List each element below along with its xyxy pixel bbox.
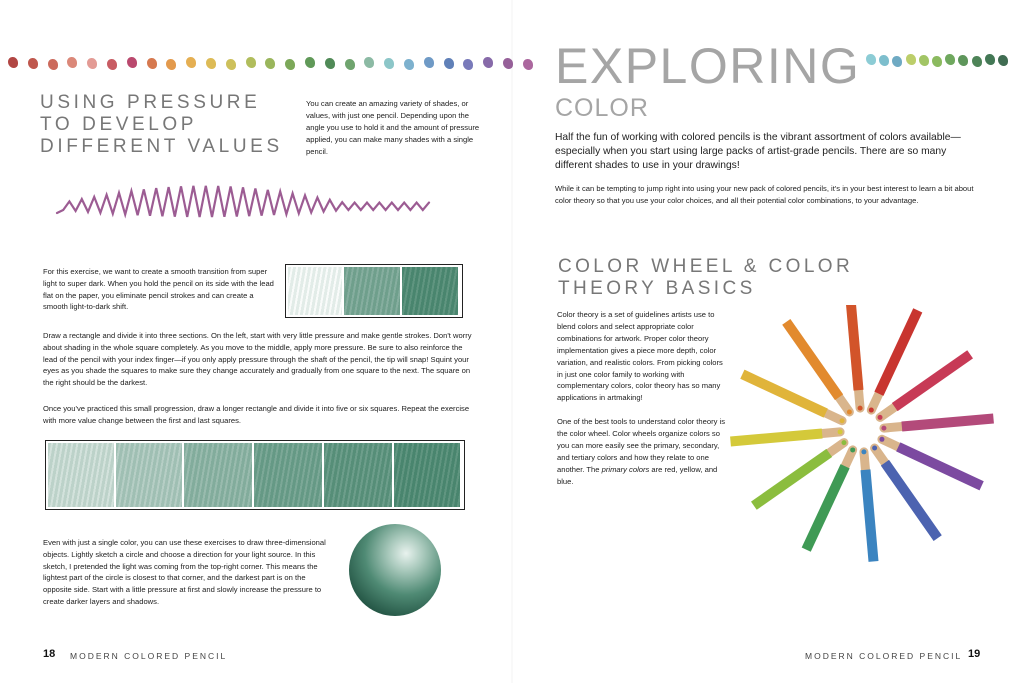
color-swatch [305,57,315,68]
longer-rectangle-paragraph: Once you've practiced this small progression, draw a longer rectangle and divide it into five or six squares. Repeat the exercise with more value change between the first and last squares. [43,404,470,425]
right-page-heading [558,256,888,300]
pencil-lead [838,429,843,434]
color-swatch [127,57,137,68]
pencil-tip [880,407,895,417]
pencil-lead [872,446,877,451]
color-swatch [345,59,355,70]
lead-paragraph: Half the fun of working with colored pencils is the vibrant assortment of colors available—especially when you start using large packs of artist-grade pencils. There are so many different shades to use in your drawings! [555,132,961,171]
color-swatch [424,57,434,68]
colored-pencil [786,322,839,397]
colored-pencil [902,418,994,426]
color-swatch [28,58,38,69]
color-swatch [972,56,982,67]
pencil-tip [864,452,866,470]
colored-pencil [885,463,938,538]
value-square-3 [184,443,252,507]
color-theory-text [557,309,727,488]
colored-pencil [754,453,829,506]
color-swatch [523,59,533,70]
value-square-6 [394,443,460,507]
value-square-medium [344,267,400,315]
left-intro-text: You can create an amazing variety of shades, or values, with just one pencil. Depending upon the angle you use to hold it and the amount of pressure applied, you can make many shades with a single pencil. [306,99,480,156]
pencil-color-wheel-illustration [722,305,1002,575]
left-running-title: MODERN COLORED PENCIL [70,651,228,661]
right-page-number: 19 [968,648,981,660]
rectangle-exercise-paragraph: Draw a rectangle and divide it into three sections. On the left, start with very little pressure and make gentle strokes. Don't worry about shading in the whole square completely. As you move to the middle, apply more pressure. Be sure to also reinforce the lead of the pencil with your index finger—if you only apply pressure through the shaft of the pencil, the tip will snap! Squint your eyes as you shade the squares to make sure they change accurately and gradually from one square to the next. The square on the right should be the darkest. [43,331,472,388]
color-swatch-strip-left [8,58,548,72]
page-subtitle: COLOR [555,94,649,122]
color-swatch [998,55,1008,66]
color-swatch [384,58,394,69]
left-page-heading [40,92,300,158]
value-square-2 [116,443,182,507]
color-swatch [958,55,968,66]
left-page-number: 18 [43,648,56,660]
page-title: EXPLORING [555,38,861,94]
value-square-light [288,267,342,315]
value-square-dark [402,267,458,315]
pencil-tip [845,450,853,466]
color-swatch-strip-right [866,55,1016,69]
pencil-lead [850,447,855,452]
left-heading-line-2: TO DEVELOP [40,114,198,135]
color-swatch [866,54,876,65]
colored-pencil [895,354,970,407]
color-swatch [463,59,473,70]
pencil-lead [879,437,884,442]
color-swatch [919,55,929,66]
page-gutter [511,0,513,683]
three-square-value-scale [285,264,463,318]
pencil-lead [841,440,846,445]
color-swatch [892,56,902,67]
color-swatch [906,54,916,65]
pencil-lead [881,426,886,431]
color-swatch [246,57,256,68]
shaded-sphere-illustration [345,520,445,620]
color-swatch [107,59,117,70]
three-dimensional-paragraph: Even with just a single color, you can use these exercises to draw three-dimensional objects. Lightly sketch a circle and choose a direction for your light source. In this sketch, I pretended the light was coming from the top-right corner. This means the lightest part of the circle is closest to that corner, and the darkest part is on the opposite side. Start with a little pressure at first and slowly increase the pressure to create darker layers and shadows. [43,538,326,606]
pencil-tip [826,413,842,421]
pencil-tip [882,439,898,447]
colored-pencil [850,305,858,390]
color-swatch [932,56,942,67]
color-theory-intro-paragraph: While it can be tempting to jump right into using your new pack of colored pencils, it's in your best interest to learn a bit about color theory so that you use your color choices, and all their potential color combinations, to your advantage. [555,184,974,205]
pencil-lead [869,408,874,413]
color-swatch [166,59,176,70]
colored-pencil [865,470,873,562]
colored-pencil [731,433,823,441]
color-swatch [186,57,196,68]
color-swatch [325,58,335,69]
color-swatch [8,57,18,68]
left-heading-line-3: DIFFERENT VALUES [40,136,283,157]
value-square-4 [254,443,322,507]
color-swatch [364,57,374,68]
pencil-lead [847,409,852,414]
pencil-lead [861,449,866,454]
color-swatch [67,57,77,68]
value-square-5 [324,443,392,507]
color-swatch [226,59,236,70]
color-wheel-text-start: One of the best tools to understand color theory is the color wheel. Color wheels organize colors so you can more easily see the primary, secondary, and tertiary colors and how they relate to one another. The [557,417,726,474]
color-swatch [285,59,295,70]
pressure-scribble-illustration [55,175,440,225]
color-swatch [87,58,97,69]
right-running-title: MODERN COLORED PENCIL [805,651,963,661]
pencil-tip [859,390,861,408]
primary-colors-emphasis: primary colors [601,464,650,474]
exercise-intro-paragraph: For this exercise, we want to create a smooth transition from super light to super dark. When you hold the pencil on its side with the lead flat on the paper, you eliminate pencil strokes and can create a smooth light-to-dark shift. [43,267,274,312]
left-heading-line-1: USING PRESSURE [40,92,261,113]
value-square-1 [48,443,114,507]
color-swatch [206,58,216,69]
color-swatch [404,59,414,70]
pencil-tip [822,432,840,434]
pencil-tip [829,443,844,453]
color-theory-paragraph-1: Color theory is a set of guidelines artists use to blend colors and select appropriate color combinations for artwork. Proper color theory implementation gives a piece more depth, color variation, and realistic colors. From picking colors in just one color family to working with complementary colors, color theory has so many applications in artmaking! [557,310,723,403]
pencil-tip [884,427,902,429]
pencil-tip [839,397,849,412]
pencil-lead [878,415,883,420]
color-wheel-paragraph [557,416,727,487]
color-swatch [483,57,493,68]
right-heading-line-2: THEORY BASICS [558,278,756,299]
color-swatch [879,55,889,66]
colored-pencil [879,310,918,393]
colored-pencil [806,466,845,549]
colored-pencil [742,374,825,413]
color-swatch [503,58,513,69]
color-swatch [945,54,955,65]
pencil-lead [840,418,845,423]
pencil-tip [871,394,879,410]
colored-pencil [898,447,981,486]
pencil-lead [858,406,863,411]
color-swatch [444,58,454,69]
right-heading-line-1: COLOR WHEEL & COLOR [558,256,854,277]
color-swatch [985,54,995,65]
color-swatch [147,58,157,69]
color-wheel-text-end: are red, yellow, and blue. [557,464,718,486]
color-swatch [265,58,275,69]
six-square-value-scale [45,440,465,510]
pencil-tip [875,448,885,463]
color-swatch [48,59,58,70]
